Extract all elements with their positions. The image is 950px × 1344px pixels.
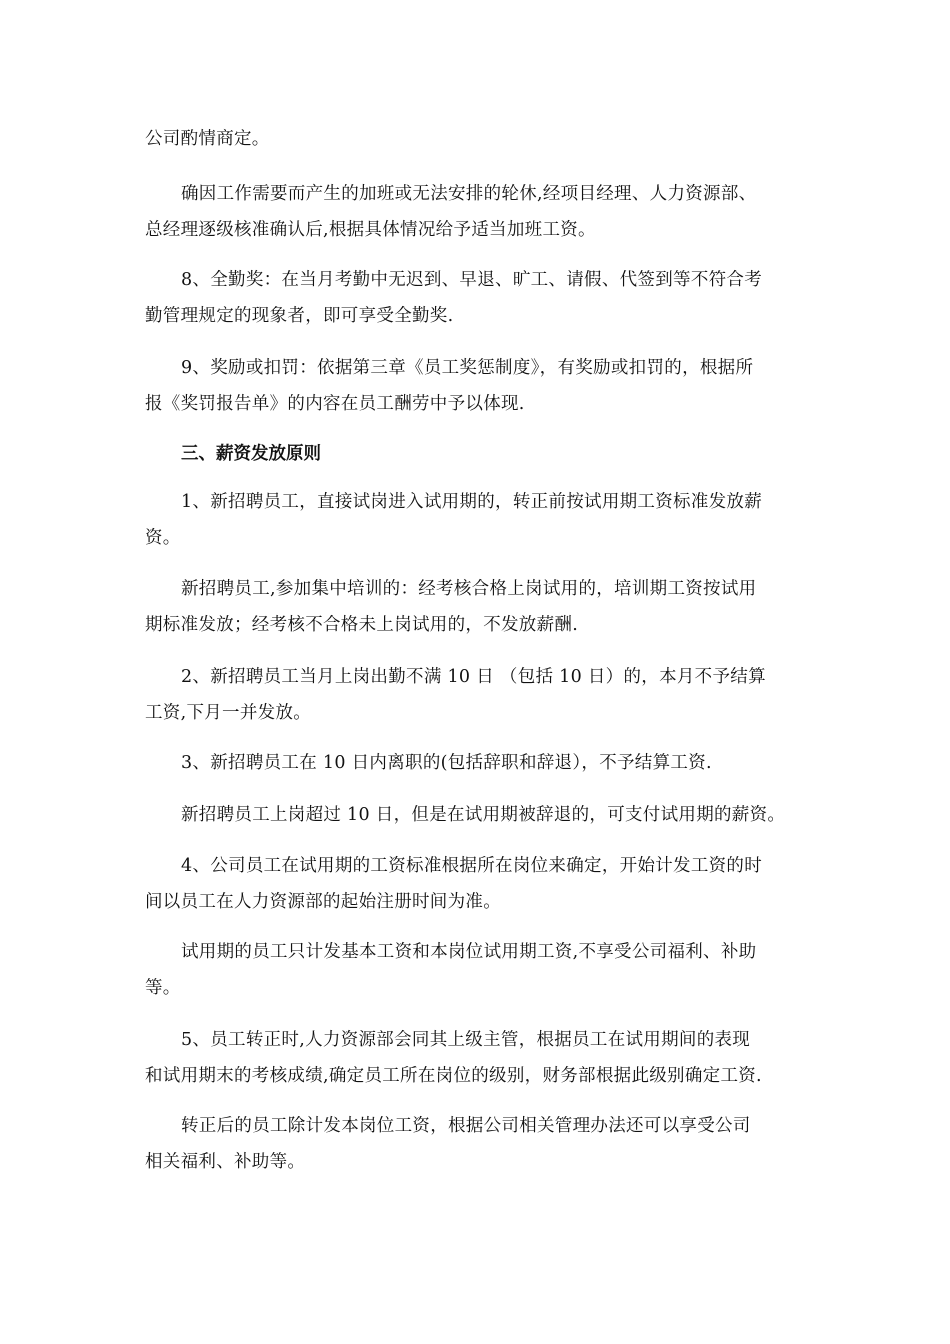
paragraph-line: 和试用期末的考核成绩,确定员工所在岗位的级别，财务部根据此级别确定工资. xyxy=(145,1066,762,1086)
paragraph-line: 等。 xyxy=(145,978,181,998)
paragraph-line: 3、新招聘员工在 10 日内离职的(包括辞职和辞退），不予结算工资. xyxy=(181,753,712,773)
paragraph xyxy=(145,350,815,422)
paragraph-line: 5、员工转正时,人力资源部会同其上级主管，根据员工在试用期间的表现 xyxy=(181,1030,751,1050)
paragraph-line: 9、奖励或扣罚：依据第三章《员工奖惩制度》，有奖励或扣罚的，根据所 xyxy=(181,358,754,378)
section-heading: 三、薪资发放原则 xyxy=(181,444,321,464)
paragraph-line: 报《奖罚报告单》的内容在员工酬劳中予以体现. xyxy=(145,394,525,414)
paragraph-line: 新招聘员工,参加集中培训的：经考核合格上岗试用的，培训期工资按试用 xyxy=(181,579,757,599)
paragraph xyxy=(145,1022,815,1094)
paragraph xyxy=(145,659,815,731)
paragraph-line: 8、全勤奖：在当月考勤中无迟到、早退、旷工、请假、代签到等不符合考 xyxy=(181,270,763,290)
paragraph-line: 期标准发放；经考核不合格未上岗试用的，不发放薪酬. xyxy=(145,615,579,635)
paragraph xyxy=(145,745,815,781)
paragraph-line: 新招聘员工上岗超过 10 日，但是在试用期被辞退的，可支付试用期的薪资。 xyxy=(181,805,786,825)
paragraph-line: 试用期的员工只计发基本工资和本岗位试用期工资,不享受公司福利、补助 xyxy=(181,942,757,962)
paragraph-line: 勤管理规定的现象者，即可享受全勤奖. xyxy=(145,306,454,326)
paragraph-line: 资。 xyxy=(145,528,181,548)
paragraph xyxy=(145,484,815,556)
paragraph xyxy=(145,571,815,643)
paragraph-line: 转正后的员工除计发本岗位工资，根据公司相关管理办法还可以享受公司 xyxy=(181,1116,751,1136)
paragraph-line: 公司酌情商定。 xyxy=(145,129,270,149)
paragraph-line: 工资,下月一并发放。 xyxy=(145,703,312,723)
paragraph xyxy=(145,176,815,248)
paragraph-line: 1、新招聘员工，直接试岗进入试用期的，转正前按试用期工资标准发放薪 xyxy=(181,492,763,512)
paragraph-line: 2、新招聘员工当月上岗出勤不满 10 日 （包括 10 日）的，本月不予结算 xyxy=(181,667,766,687)
paragraph-line: 相关福利、补助等。 xyxy=(145,1152,306,1172)
paragraph-line: 总经理逐级核准确认后,根据具体情况给予适当加班工资。 xyxy=(145,220,596,240)
paragraph xyxy=(145,262,815,334)
paragraph xyxy=(145,1108,815,1180)
paragraph-line: 间以员工在人力资源部的起始注册时间为准。 xyxy=(145,892,501,912)
paragraph-line: 确因工作需要而产生的加班或无法安排的轮休,经项目经理、人力资源部、 xyxy=(181,184,757,204)
paragraph-line: 4、公司员工在试用期的工资标准根据所在岗位来确定，开始计发工资的时 xyxy=(181,856,763,876)
paragraph xyxy=(145,121,815,157)
paragraph xyxy=(145,848,815,920)
paragraph xyxy=(145,934,815,1006)
paragraph xyxy=(145,797,825,833)
